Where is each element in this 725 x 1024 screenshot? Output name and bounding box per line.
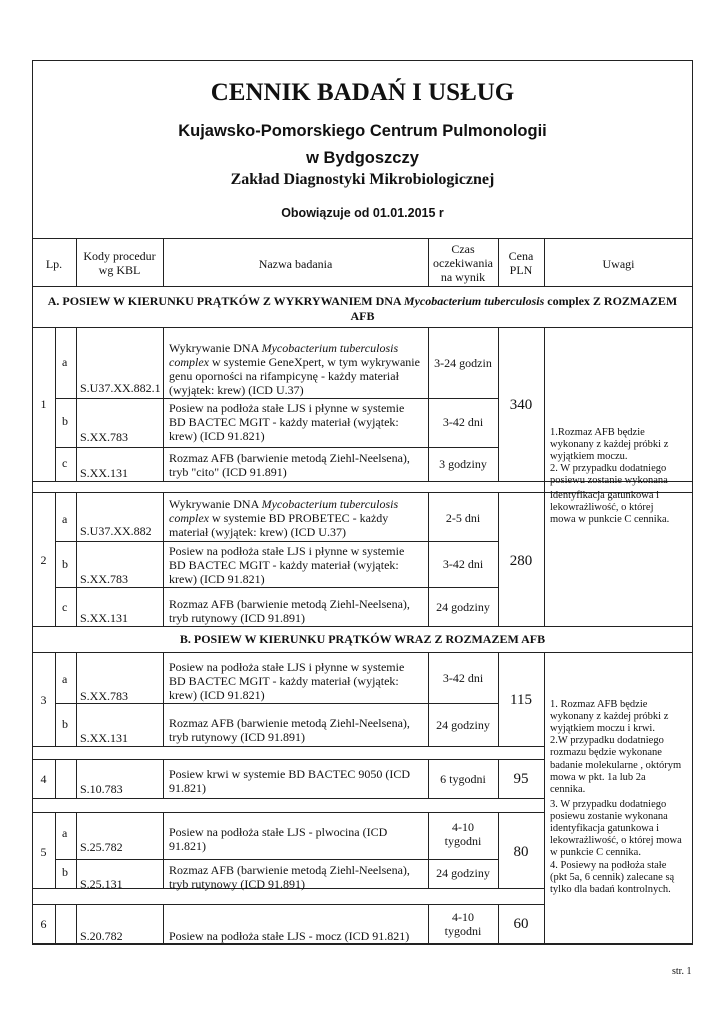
test-name: Wykrywanie DNA Mycobacterium tuberculosis (169, 497, 399, 511)
note-line: mowa w pkt. 1a lub 2a (550, 772, 646, 783)
note-line: (pkt 5a, 6 cennik) zalecane są (550, 872, 675, 883)
note-line: wyjątkiem moczu. (550, 451, 628, 462)
procedure-code: S.10.783 (80, 782, 123, 796)
col-price-l1: Cena (508, 249, 534, 263)
wait-time: 24 godziny (436, 866, 490, 880)
note-line: w punkcie C cennika. (550, 847, 641, 858)
note-line: 1.Rozmaz AFB będzie (550, 427, 645, 438)
test-name: Rozmaz AFB (barwienie metodą Ziehl-Neelsena), (169, 597, 410, 611)
test-name-cont: genu oporności na rifampicynę - każdy materiał (169, 369, 399, 383)
row-lp: 2 (40, 553, 47, 567)
procedure-code: S.25.782 (80, 840, 123, 854)
price: 340 (509, 397, 533, 413)
sub-label: a (62, 355, 68, 369)
procedure-code: S.XX.131 (80, 611, 129, 625)
test-name-cont: 91.821) (169, 781, 206, 795)
procedure-code: S.XX.783 (80, 572, 129, 586)
test-name-cont: BD BACTEC MGIT - każdy materiał (wyjątek: (169, 558, 399, 572)
row-lp: 6 (40, 917, 47, 931)
sub-label: b (62, 717, 68, 731)
test-name: Posiew na podłoża stałe LJS i płynne w systemie (169, 660, 405, 674)
subtitle-institution: Kujawsko-Pomorskiego Centrum Pulmonologii (178, 122, 547, 140)
test-name-cont: complex w systemie BD PROBETEC - każdy (169, 511, 389, 525)
note-line: tylko dla badań kontrolnych. (550, 884, 671, 895)
test-name-cont: (wyjątek: krew) (ICD U.37) (169, 383, 304, 397)
wait-time: 6 tygodni (440, 772, 486, 786)
note-line: identyfikacja gatunkowa i (550, 823, 660, 834)
note-line: wykonany z każdej próbki z (550, 711, 669, 722)
note-line: lekowrażliwość, o której (550, 502, 654, 513)
procedure-code: S.25.131 (80, 877, 123, 891)
col-lp: Lp. (45, 257, 63, 271)
note-line: posiewu zostanie wykonana (550, 475, 668, 486)
note-line: 2.W przypadku dodatniego (550, 735, 664, 746)
col-price-l2: PLN (509, 263, 533, 277)
test-name-cont: materiał (wyjątek: krew) (ICD U.37) (169, 525, 346, 539)
sub-label: b (62, 414, 68, 428)
test-name: Rozmaz AFB (barwienie metodą Ziehl-Neelsena), (169, 716, 410, 730)
note-line: rozmazu będzie wykonane (550, 747, 662, 758)
price: 115 (510, 692, 532, 708)
wait-time: 4-10 (452, 910, 474, 924)
procedure-code: S.XX.783 (80, 430, 129, 444)
wait-time: 3-42 dni (442, 557, 484, 571)
test-name: Posiew krwi w systemie BD BACTEC 9050 (ICD (169, 767, 410, 781)
wait-time: 4-10 (452, 820, 474, 834)
test-name: Posiew na podłoża stałe LJS - plwocina (ICD (169, 825, 388, 839)
note-line: 2. W przypadku dodatniego (550, 463, 667, 474)
row-lp: 3 (40, 693, 47, 707)
wait-time: 2-5 dni (445, 511, 481, 525)
procedure-code: S.XX.131 (80, 466, 129, 480)
note-line: wyjątkiem moczu i krwi. (550, 723, 655, 734)
sub-label: a (62, 512, 68, 526)
test-name-cont: 91.821) (169, 839, 206, 853)
test-name: Rozmaz AFB (barwienie metodą Ziehl-Neelsena), (169, 863, 410, 877)
row-lp: 4 (40, 772, 47, 786)
col-codes-l2: wg KBL (98, 263, 141, 277)
test-name-cont: tryb "cito" (ICD 91.891) (169, 465, 287, 479)
procedure-code: S.20.782 (80, 929, 123, 943)
test-name: Posiew na podłoża stałe LJS i płynne w systemie (169, 544, 405, 558)
col-name: Nazwa badania (258, 257, 333, 271)
procedure-code: S.XX.783 (80, 689, 129, 703)
test-name: Rozmaz AFB (barwienie metodą Ziehl-Neelsena), (169, 451, 410, 465)
procedure-code: S.U37.XX.882 (80, 524, 152, 538)
price: 280 (509, 553, 533, 569)
wait-time: 24 godziny (436, 600, 490, 614)
wait-time: 3-24 godzin (434, 356, 492, 370)
test-name-cont: tryb rutynowy (ICD 91.891) (169, 877, 305, 891)
wait-time: 24 godziny (436, 718, 490, 732)
note-line: identyfikacja gatunkowa i (550, 490, 660, 501)
wait-time-cont: tygodni (444, 834, 482, 848)
col-wait-l1: Czas (451, 242, 475, 256)
subtitle-city: w Bydgoszczy (306, 149, 419, 167)
sub-label: b (62, 557, 68, 571)
note-line: 1. Rozmaz AFB będzie (550, 699, 648, 710)
note-line: badanie molekularne , októrym (550, 760, 682, 771)
test-name-cont: krew) (ICD 91.821) (169, 688, 265, 702)
test-name-cont: BD BACTEC MGIT - każdy materiał (wyjątek: (169, 674, 399, 688)
note-line: wykonany z każdej próbki z (550, 439, 669, 450)
test-name: Wykrywanie DNA Mycobacterium tuberculosis (169, 341, 399, 355)
note-line: lekowrażliwość, o której mowa (550, 835, 682, 846)
price: 95 (513, 771, 529, 787)
note-line: mowa w punkcie C cennika. (550, 514, 670, 525)
test-name-cont: krew) (ICD 91.821) (169, 429, 265, 443)
col-wait-l3: na wynik (440, 270, 486, 284)
effective-date: Obowiązuje od 01.01.2015 r (281, 206, 444, 220)
price: 80 (513, 844, 529, 860)
row-lp: 1 (40, 397, 47, 411)
sub-label: a (62, 826, 68, 840)
section-a-heading-cont: AFB (350, 309, 375, 323)
page-title: CENNIK BADAŃ I USŁUG (210, 79, 515, 106)
wait-time: 3 godziny (439, 457, 487, 471)
wait-time-cont: tygodni (444, 924, 482, 938)
test-name-cont: BD BACTEC MGIT - każdy materiał (wyjątek: (169, 415, 399, 429)
sub-label: b (62, 865, 68, 879)
section-b-heading: B. POSIEW W KIERUNKU PRĄTKÓW WRAZ Z ROZMAZEM AFB (179, 632, 546, 646)
price: 60 (513, 916, 529, 932)
wait-time: 3-42 dni (442, 671, 484, 685)
test-name: Posiew na podłoża stałe LJS - mocz (ICD 91.821) (169, 929, 410, 943)
test-name: Posiew na podłoża stałe LJS i płynne w systemie (169, 401, 405, 415)
department-name: Zakład Diagnostyki Mikrobiologicznej (230, 171, 495, 188)
note-line: 3. W przypadku dodatniego (550, 799, 667, 810)
page-number: str. 1 (672, 966, 692, 977)
sub-label: a (62, 672, 68, 686)
col-wait-l2: oczekiwania (433, 256, 493, 270)
col-codes-l1: Kody procedur (83, 249, 156, 263)
test-name-cont: complex w systemie GeneXpert, w tym wykrywanie (169, 355, 420, 369)
note-line: posiewu zostanie wykonana (550, 811, 668, 822)
note-line: 4. Posiewy na podłoża stałe (550, 860, 667, 871)
wait-time: 3-42 dni (442, 415, 484, 429)
col-notes: Uwagi (602, 257, 635, 271)
procedure-code: S.U37.XX.882.1 (80, 381, 161, 395)
note-line: cennika. (550, 784, 586, 795)
section-a-heading: A. POSIEW W KIERUNKU PRĄTKÓW Z WYKRYWANIEM DNA Mycobacterium tuberculosis complex Z ROZMAZEM (47, 294, 678, 308)
procedure-code: S.XX.131 (80, 731, 129, 745)
test-name-cont: tryb rutynowy (ICD 91.891) (169, 730, 305, 744)
sub-label: c (62, 456, 68, 470)
row-lp: 5 (40, 845, 47, 859)
test-name-cont: krew) (ICD 91.821) (169, 572, 265, 586)
sub-label: c (62, 600, 68, 614)
test-name-cont: tryb rutynowy (ICD 91.891) (169, 611, 305, 625)
